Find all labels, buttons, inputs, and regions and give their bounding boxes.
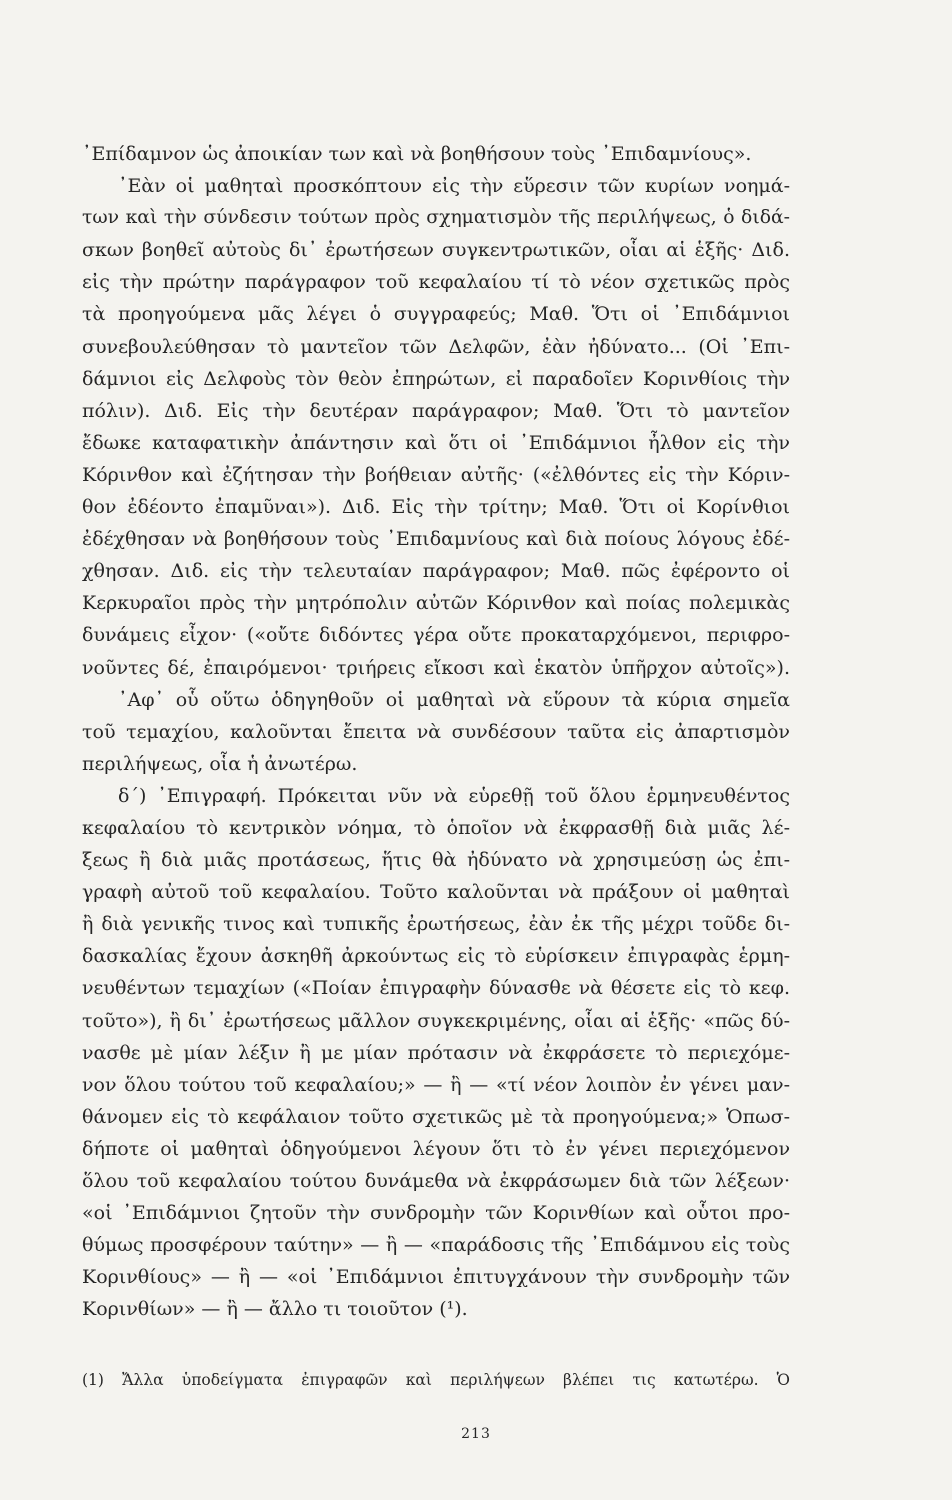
text-line: κεφαλαίου τὸ κεντρικὸν νόημα, τὸ ὁποῖον νὰ ἐκφρασθῇ διὰ μιᾶς λέ- [82,816,790,839]
text-line: δήποτε οἱ μαθηταὶ ὁδηγούμενοι λέγουν ὅτι τὸ ἐν γένει περιεχόμενον [82,1137,790,1160]
text-line: θον ἐδέοντο ἐπαμῦναι»). Διδ. Εἰς τὴν τρίτην; Μαθ. Ὅτι οἱ Κορίνθιοι [82,496,790,519]
text-line: δάμνιοι εἰς Δελφοὺς τὸν θεὸν ἐπηρώτων, εἰ παραδοῖεν Κορινθίοις τὴν [82,367,790,390]
text-line: Κόρινθον καὶ ἐζήτησαν τὴν βοήθειαν αὐτῆς· («ἐλθόντες εἰς τὴν Κόριν- [82,463,790,486]
page-number: 213 [461,1426,491,1442]
text-line: Κερκυραῖοι πρὸς τὴν μητρόπολιν αὐτῶν Κόρινθον καὶ ποίας πολεμικὰς [82,592,790,615]
text-line: σκων βοηθεῖ αὐτοὺς δι᾿ ἐρωτήσεων συγκεντρωτικῶν, οἷαι αἱ ἑξῆς· Διδ. [82,239,790,262]
text-line: χθησαν. Διδ. εἰς τὴν τελευταίαν παράγραφον; Μαθ. πῶς ἐφέροντο οἱ [82,560,790,583]
text-line: πόλιν). Διδ. Εἰς τὴν δευτέραν παράγραφον; Μαθ. Ὅτι τὸ μαντεῖον [82,399,790,422]
text-line: Κορινθίων» — ἢ — ἄλλο τι τοιοῦτον (¹). [82,1298,468,1321]
text-line: δ΄) ᾿Επιγραφή. Πρόκειται νῦν νὰ εὑρεθῇ τοῦ ὅλου ἑρμηνευθέντος [118,784,790,807]
text-line: «οἱ ᾿Επιδάμνιοι ζητοῦν τὴν συνδρομὴν τῶν Κορινθίων καὶ οὗτοι προ- [82,1202,790,1225]
text-line: δυνάμεις εἶχον· («οὔτε διδόντες γέρα οὔτε προκαταρχόμενοι, περιφρο- [82,624,790,647]
text-line: ᾿Επίδαμνον ὡς ἀποικίαν των καὶ νὰ βοηθήσουν τοὺς ᾿Επιδαμνίους». [82,143,752,165]
body-text [82,138,790,1325]
text-line: τοῦτο»), ἢ δι᾿ ἐρωτήσεως μᾶλλον συγκεκριμένης, οἷαι αἱ ἑξῆς· «πῶς δύ- [82,1009,790,1032]
text-line: των καὶ τὴν σύνδεσιν τούτων πρὸς σχηματισμὸν τῆς περιλήψεως, ὁ διδά- [82,207,790,229]
text-line: ὅλου τοῦ κεφαλαίου τούτου δυνάμεθα νὰ ἐκφράσωμεν διὰ τῶν λέξεων· [82,1170,790,1192]
text-line: δασκαλίας ἔχουν ἀσκηθῆ ἀρκούντως εἰς τὸ εὑρίσκειν ἐπιγραφὰς ἑρμη- [82,945,790,968]
text-line: περιλήψεως, οἷα ἡ ἀνωτέρω. [82,752,358,775]
footnote: (1) Ἄλλα ὑποδείγματα ἐπιγραφῶν καὶ περιλήψεων βλέπει τις κατωτέρω. Ὁ [82,1371,790,1389]
text-line: νοῦντες δέ, ἐπαιρόμενοι· τριήρεις εἴκοσι καὶ ἑκατὸν ὑπῆρχον αὐτοῖς»). [82,656,790,679]
text-line: ἐδέχθησαν νὰ βοηθήσουν τοὺς ᾿Επιδαμνίους καὶ διὰ ποίους λόγους ἐδέ- [82,528,790,551]
text-line: Κορινθίους» — ἢ — «οἱ ᾿Επιδάμνιοι ἐπιτυγχάνουν τὴν συνδρομὴν τῶν [82,1266,790,1289]
text-line: εἰς τὴν πρώτην παράγραφον τοῦ κεφαλαίου τί τὸ νέον σχετικῶς πρὸς [82,271,790,294]
text-line: ἔδωκε καταφατικὴν ἀπάντησιν καὶ ὅτι οἱ ᾿Επιδάμνιοι ἦλθον εἰς τὴν [82,431,790,454]
text-line: τὰ προηγούμενα μᾶς λέγει ὁ συγγραφεύς; Μαθ. Ὅτι οἱ ᾿Επιδάμνιοι [82,303,790,326]
text-line: νον ὅλου τούτου τοῦ κεφαλαίου;» — ἢ — «τί νέον λοιπὸν ἐν γένει μαν- [82,1073,790,1096]
text-line: ᾿Αφ᾿ οὗ οὕτω ὁδηγηθοῦν οἱ μαθηταὶ νὰ εὕρουν τὰ κύρια σημεῖα [118,688,790,711]
text-line: νευθέντων τεμαχίων («Ποίαν ἐπιγραφὴν δύνασθε νὰ θέσετε εἰς τὸ κεφ. [82,977,790,1000]
text-line: θύμως προσφέρουν ταύτην» — ἢ — «παράδοσις τῆς ᾿Επιδάμνου εἰς τοὺς [82,1234,790,1257]
text-line: γραφὴ αὐτοῦ τοῦ κεφαλαίου. Τοῦτο καλοῦνται νὰ πράξουν οἱ μαθηταὶ [82,881,790,904]
text-line: ξεως ἢ διὰ μιᾶς προτάσεως, ἥτις θὰ ἠδύνατο νὰ χρησιμεύσῃ ὡς ἐπι- [82,849,790,872]
text-line: ᾿Εὰν οἱ μαθηταὶ προσκόπτουν εἰς τὴν εὕρεσιν τῶν κυρίων νοημά- [118,175,790,198]
text-line: ἢ διὰ γενικῆς τινος καὶ τυπικῆς ἐρωτήσεως, ἐὰν ἐκ τῆς μέχρι τοῦδε δι- [82,913,790,936]
text-line: τοῦ τεμαχίου, καλοῦνται ἔπειτα νὰ συνδέσουν ταῦτα εἰς ἀπαρτισμὸν [82,720,790,743]
text-line: θάνομεν εἰς τὸ κεφάλαιον τοῦτο σχετικῶς μὲ τὰ προηγούμενα;» Ὁπωσ- [82,1105,790,1128]
text-line: συνεβουλεύθησαν τὸ μαντεῖον τῶν Δελφῶν, ἐὰν ἠδύνατο... (Οἱ ᾿Επι- [82,335,790,358]
text-line: νασθε μὲ μίαν λέξιν ἢ με μίαν πρότασιν νὰ ἐκφράσετε τὸ περιεχόμε- [82,1041,790,1064]
